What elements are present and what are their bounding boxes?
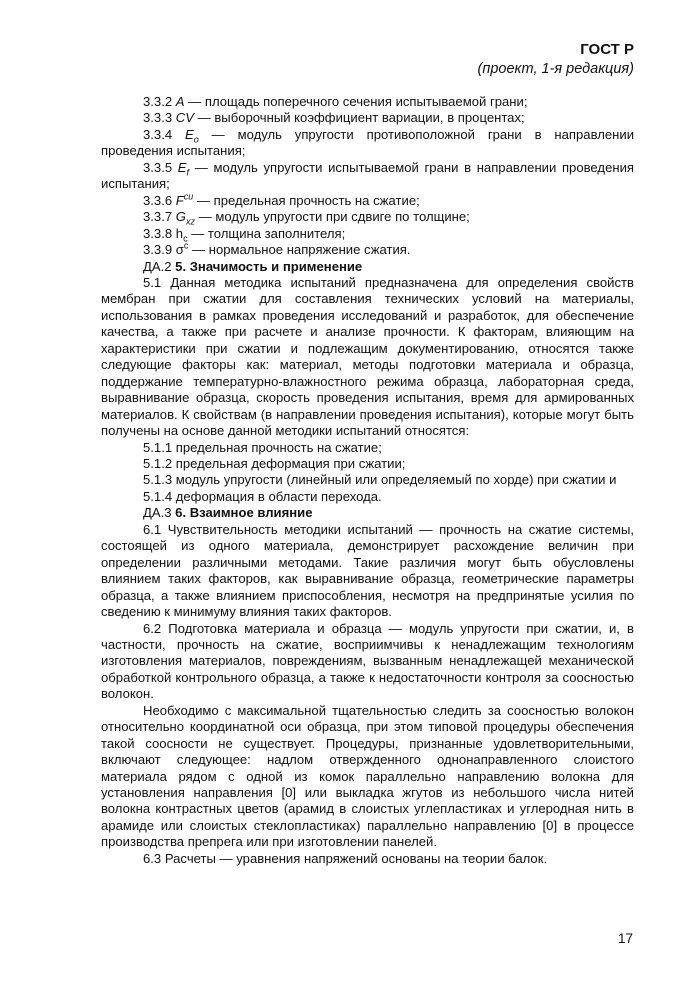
definition-3-3-9 (101, 242, 634, 258)
paragraph-6-3: 6.3 Расчеты — уравнения напряжений основаны на теории балок. (143, 850, 548, 866)
definition-symbol: E (185, 126, 194, 142)
definition-text: — предельная прочность на сжатие; (193, 192, 420, 208)
definition-number: 3.3.9 (143, 242, 176, 258)
definition-subscript: c (183, 233, 188, 244)
paragraph-6-2: 6.2 Подготовка материала и образца — модуль упругости при сжатии, и, в частности, прочность на сжатие, восприимчивы к ненадлежащим технологиям изготовления материалов, повреждениям, вызванным ненадлежащей механической обработкой контрольного образца, а также к недостаточности контроля за соосностью волокон. (101, 620, 634, 702)
definition-text: — площадь поперечного сечения испытываемой грани; (184, 94, 528, 109)
definition-3-3-4 (101, 127, 634, 160)
definition-subscript: f (186, 167, 190, 178)
definition-3-3-5 (101, 160, 634, 193)
definition-3-3-6 (101, 193, 634, 209)
section-prefix: ДА.2 (143, 258, 176, 274)
paragraph-5-1: 5.1 Данная методика испытаний предназначена для определения свойств мембран при сжатии для составления технических условий на материалы, использования в рамках проведения исследований и разработок, для обеспечение качества, а также при расчете и анализе прочности. К факторам, влияющим на характеристики при сжатии и подлежащим документированию, относятся также следующие факторы как: материал, методы подготовки материала и образца, поддержание температурно-влажностного режима образца, лабораторная среда, выравнивание образца, скорость проведения испытания, время для армированных материалов. К свойствам (в направлении проведения испытания), которые могут быть получены на основе данной методики испытаний относятся: (101, 274, 634, 439)
document-body (101, 94, 634, 867)
paragraph-5-1-1: 5.1.1 предельная прочность на сжатие; (143, 439, 382, 455)
definition-superscript: c (183, 240, 189, 251)
definition-number: 3.3.7 (143, 209, 176, 225)
definition-text: — модуль упругости при сдвиге по толщине; (194, 209, 470, 225)
definition-symbol: h (175, 225, 184, 241)
definition-3-3-2 (101, 94, 634, 110)
definition-symbol: F (175, 192, 184, 208)
definition-number: 3.3.6 (143, 192, 176, 208)
edition-open-paren: ( (477, 61, 483, 77)
definition-text: — выборочный коэффициент вариации, в процентах; (193, 110, 525, 126)
definition-text: — толщина заполнителя; (187, 225, 346, 241)
definition-superscript: cu (183, 191, 194, 202)
page-header (478, 40, 635, 78)
section-prefix: ДА.3 (143, 505, 176, 521)
definition-3-3-8 (101, 226, 634, 242)
definition-number: 3.3.2 (143, 94, 176, 109)
edition-text: проект, 1-я редакция (482, 61, 630, 77)
section-title: 6. Взаимное влияние (175, 505, 313, 521)
definition-3-3-3 (101, 110, 634, 126)
definition-subscript: xz (185, 216, 195, 227)
paragraph-5-1-3: 5.1.3 модуль упругости (линейный или определяемый по хорде) при сжатии и (143, 472, 617, 488)
definition-text: — модуль упругости противоположной грани в направлении проведения испытания; (101, 126, 635, 159)
definition-number: 3.3.8 (143, 225, 176, 241)
section-title: 5. Значимость и применение (175, 258, 363, 274)
definition-subscript: o (193, 134, 199, 145)
paragraph-5-1-2: 5.1.2 предельная деформация при сжатии; (143, 455, 406, 471)
definition-text: — модуль упругости испытываемой грани в направлении проведения испытания; (101, 159, 634, 192)
edition-note (478, 60, 635, 78)
definition-3-3-7 (101, 209, 634, 225)
paragraph-5-1-4: 5.1.4 деформация в области перехода. (143, 488, 382, 504)
definition-number: 3.3.5 (143, 159, 178, 175)
paragraph-6-2-continued: Необходимо с максимальной тщательностью следить за соосностью волокон относительно координатной оси образца, при этом типовой процедуры обеспечения такой соосности не существует. Процедуры, признанные удовлетворительными, включают следующее: надлом отвержденного однонаправленного слоистого материала рядом с одной из комок параллельно направлению волокна для установления направления [0] или выкладка жгутов из небольшого числа нитей волокна контрастных цветов (арамид в слоистых углепластиках и углеродная нить в арамиде или слоистых стеклопластиках) параллельно направлению [0] в процессе производства препрега или при изготовлении панелей. (101, 702, 634, 850)
edition-close-paren: ) (629, 61, 634, 77)
definition-symbol: G (175, 209, 186, 225)
definition-symbol: σ (175, 242, 184, 258)
definition-number: 3.3.4 (143, 126, 185, 142)
definition-text: — нормальное напряжение сжатия. (188, 242, 411, 258)
standard-designation: ГОСТ Р (580, 41, 634, 58)
definition-symbol: A (175, 94, 185, 109)
definition-number: 3.3.3 (143, 110, 176, 126)
definition-symbol: CV (175, 110, 194, 126)
section-heading-5 (101, 259, 634, 275)
definition-symbol: E (177, 159, 187, 175)
page-number: 17 (617, 931, 633, 946)
section-heading-6 (101, 505, 634, 521)
paragraph-6-1: 6.1 Чувствительность методики испытаний — прочность на сжатие системы, состоящей из одного материала, демонстрирует расхождение величин при определении различными методами. Такие различия могут быть обусловлены влиянием таких факторов, как выравнивание образца, геометрические параметры образца, а также влиянием приспособления, несмотря на предпринятые усилия по сведению к минимуму влияния таких факторов. (101, 521, 634, 620)
